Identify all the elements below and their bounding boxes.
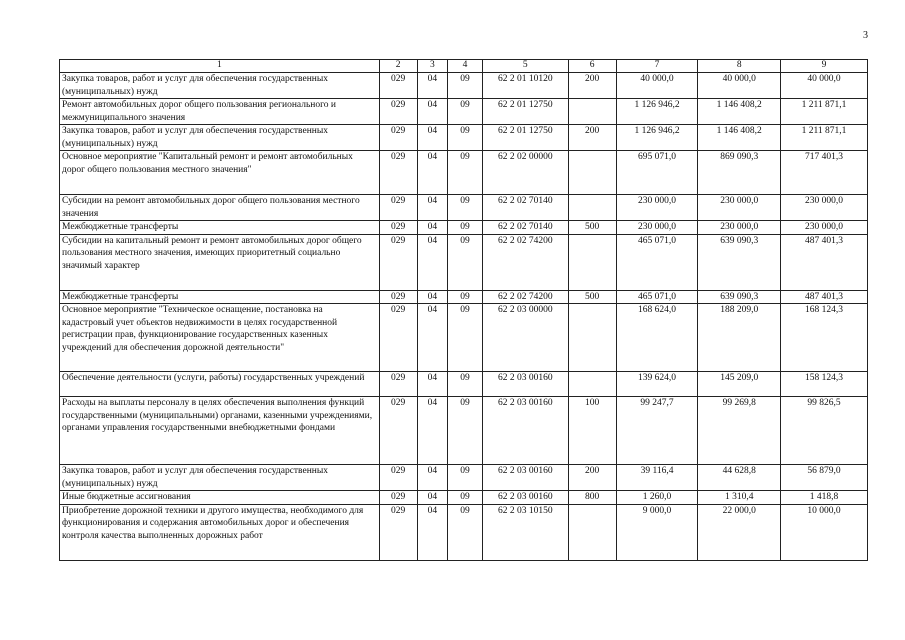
row-name-cell: Закупка товаров, работ и услуг для обеспечения государственных (муниципальных) нужд xyxy=(60,125,380,151)
row-value-cell xyxy=(568,151,616,195)
header-cell: 2 xyxy=(379,60,417,73)
table-row xyxy=(60,151,868,195)
row-name-cell: Субсидии на ремонт автомобильных дорог общего пользования местного значения xyxy=(60,195,380,221)
row-value-cell: 1 146 408,2 xyxy=(698,99,781,125)
row-value-cell: 09 xyxy=(448,221,483,235)
row-value-cell: 44 628,8 xyxy=(698,465,781,491)
row-value-cell: 168 624,0 xyxy=(616,304,698,372)
row-value-cell: 09 xyxy=(448,372,483,397)
row-value-cell: 62 2 03 00160 xyxy=(482,465,568,491)
row-value-cell: 230 000,0 xyxy=(616,195,698,221)
row-value-cell xyxy=(568,195,616,221)
row-value-cell: 04 xyxy=(417,195,448,221)
row-value-cell: 1 418,8 xyxy=(781,491,868,505)
table-row xyxy=(60,504,868,560)
row-value-cell: 04 xyxy=(417,125,448,151)
row-value-cell: 09 xyxy=(448,234,483,290)
row-value-cell: 717 401,3 xyxy=(781,151,868,195)
row-value-cell: 04 xyxy=(417,304,448,372)
row-value-cell: 500 xyxy=(568,221,616,235)
row-value-cell: 62 2 02 70140 xyxy=(482,195,568,221)
row-value-cell: 04 xyxy=(417,73,448,99)
table-row xyxy=(60,290,868,304)
row-value-cell: 1 126 946,2 xyxy=(616,125,698,151)
row-value-cell: 188 209,0 xyxy=(698,304,781,372)
row-name-cell: Ремонт автомобильных дорог общего пользования регионального и межмуниципального значения xyxy=(60,99,380,125)
row-value-cell: 1 146 408,2 xyxy=(698,125,781,151)
row-value-cell: 145 209,0 xyxy=(698,372,781,397)
row-value-cell xyxy=(568,234,616,290)
table-row xyxy=(60,99,868,125)
row-value-cell: 62 2 03 00160 xyxy=(482,397,568,465)
row-value-cell: 1 260,0 xyxy=(616,491,698,505)
row-value-cell: 62 2 02 74200 xyxy=(482,290,568,304)
row-value-cell: 04 xyxy=(417,234,448,290)
row-value-cell xyxy=(568,99,616,125)
row-value-cell: 100 xyxy=(568,397,616,465)
row-value-cell xyxy=(568,504,616,560)
table-row xyxy=(60,491,868,505)
row-value-cell: 1 310,4 xyxy=(698,491,781,505)
row-value-cell: 56 879,0 xyxy=(781,465,868,491)
row-value-cell: 029 xyxy=(379,504,417,560)
row-name-cell: Иные бюджетные ассигнования xyxy=(60,491,380,505)
row-value-cell: 04 xyxy=(417,99,448,125)
table-row xyxy=(60,73,868,99)
header-cell: 3 xyxy=(417,60,448,73)
row-value-cell: 62 2 02 00000 xyxy=(482,151,568,195)
row-value-cell: 40 000,0 xyxy=(698,73,781,99)
row-value-cell: 168 124,3 xyxy=(781,304,868,372)
row-value-cell: 09 xyxy=(448,290,483,304)
row-name-cell: Обеспечение деятельности (услуги, работы) государственных учреждений xyxy=(60,372,380,397)
row-value-cell: 500 xyxy=(568,290,616,304)
row-value-cell: 62 2 01 12750 xyxy=(482,125,568,151)
row-value-cell: 09 xyxy=(448,465,483,491)
row-value-cell: 62 2 03 00160 xyxy=(482,491,568,505)
row-value-cell: 09 xyxy=(448,99,483,125)
row-value-cell: 639 090,3 xyxy=(698,234,781,290)
row-value-cell: 029 xyxy=(379,397,417,465)
row-name-cell: Основное мероприятие "Техническое оснащение, постановка на кадастровый учет объектов недвижимости в целях государственной регистрации прав, функционирование государственных казенных учреждений для обеспечения дорожной деятельности" xyxy=(60,304,380,372)
row-value-cell: 09 xyxy=(448,491,483,505)
row-value-cell: 029 xyxy=(379,221,417,235)
row-value-cell: 230 000,0 xyxy=(698,221,781,235)
header-cell: 9 xyxy=(781,60,868,73)
row-value-cell: 200 xyxy=(568,465,616,491)
row-value-cell: 029 xyxy=(379,304,417,372)
row-value-cell: 029 xyxy=(379,491,417,505)
row-value-cell: 09 xyxy=(448,304,483,372)
header-cell: 8 xyxy=(698,60,781,73)
row-name-cell: Расходы на выплаты персоналу в целях обеспечения выполнения функций государственными (муниципальными) органами, казенными учреждениями, органами управления государственными внебюджетными фондами xyxy=(60,397,380,465)
header-cell: 6 xyxy=(568,60,616,73)
table-row xyxy=(60,465,868,491)
table-row xyxy=(60,372,868,397)
budget-table xyxy=(59,59,868,561)
row-value-cell: 09 xyxy=(448,151,483,195)
row-value-cell: 029 xyxy=(379,465,417,491)
row-value-cell: 139 624,0 xyxy=(616,372,698,397)
row-value-cell: 39 116,4 xyxy=(616,465,698,491)
row-value-cell: 62 2 01 12750 xyxy=(482,99,568,125)
row-name-cell: Субсидии на капитальный ремонт и ремонт автомобильных дорог общего пользования местного значения, имеющих приоритетный социально значимый характер xyxy=(60,234,380,290)
row-value-cell: 158 124,3 xyxy=(781,372,868,397)
row-value-cell: 09 xyxy=(448,73,483,99)
row-value-cell: 1 126 946,2 xyxy=(616,99,698,125)
row-value-cell xyxy=(568,372,616,397)
row-value-cell: 800 xyxy=(568,491,616,505)
table-row xyxy=(60,195,868,221)
row-value-cell: 99 247,7 xyxy=(616,397,698,465)
header-cell: 4 xyxy=(448,60,483,73)
row-value-cell: 40 000,0 xyxy=(781,73,868,99)
row-name-cell: Закупка товаров, работ и услуг для обеспечения государственных (муниципальных) нужд xyxy=(60,73,380,99)
table-row xyxy=(60,125,868,151)
row-value-cell: 09 xyxy=(448,195,483,221)
row-value-cell: 029 xyxy=(379,372,417,397)
row-value-cell: 99 826,5 xyxy=(781,397,868,465)
row-name-cell: Приобретение дорожной техники и другого имущества, необходимого для функционирования и содержания автомобильных дорог и обеспечения контроля качества выполненных дорожных работ xyxy=(60,504,380,560)
row-value-cell: 230 000,0 xyxy=(698,195,781,221)
row-value-cell: 029 xyxy=(379,125,417,151)
row-value-cell: 200 xyxy=(568,125,616,151)
row-value-cell xyxy=(568,304,616,372)
row-value-cell: 1 211 871,1 xyxy=(781,125,868,151)
row-value-cell: 465 071,0 xyxy=(616,234,698,290)
row-value-cell: 04 xyxy=(417,290,448,304)
row-value-cell: 029 xyxy=(379,73,417,99)
row-value-cell: 230 000,0 xyxy=(781,221,868,235)
row-value-cell: 487 401,3 xyxy=(781,290,868,304)
row-value-cell: 04 xyxy=(417,151,448,195)
row-name-cell: Закупка товаров, работ и услуг для обеспечения государственных (муниципальных) нужд xyxy=(60,465,380,491)
row-value-cell: 04 xyxy=(417,397,448,465)
row-value-cell: 04 xyxy=(417,491,448,505)
row-name-cell: Межбюджетные трансферты xyxy=(60,221,380,235)
table-row xyxy=(60,221,868,235)
row-value-cell: 029 xyxy=(379,151,417,195)
row-value-cell: 465 071,0 xyxy=(616,290,698,304)
page-number: 3 xyxy=(863,30,868,41)
header-cell: 5 xyxy=(482,60,568,73)
row-value-cell: 62 2 01 10120 xyxy=(482,73,568,99)
row-value-cell: 200 xyxy=(568,73,616,99)
row-value-cell: 99 269,8 xyxy=(698,397,781,465)
row-value-cell: 029 xyxy=(379,99,417,125)
row-value-cell: 230 000,0 xyxy=(616,221,698,235)
row-value-cell: 639 090,3 xyxy=(698,290,781,304)
row-value-cell: 62 2 03 10150 xyxy=(482,504,568,560)
row-value-cell: 62 2 03 00000 xyxy=(482,304,568,372)
table-row xyxy=(60,234,868,290)
row-value-cell: 869 090,3 xyxy=(698,151,781,195)
row-value-cell: 04 xyxy=(417,504,448,560)
row-value-cell: 1 211 871,1 xyxy=(781,99,868,125)
row-value-cell: 04 xyxy=(417,221,448,235)
header-row xyxy=(60,60,868,73)
table-row xyxy=(60,397,868,465)
row-value-cell: 62 2 02 74200 xyxy=(482,234,568,290)
row-name-cell: Основное мероприятие "Капитальный ремонт и ремонт автомобильных дорог общего пользования местного значения" xyxy=(60,151,380,195)
row-value-cell: 029 xyxy=(379,290,417,304)
row-value-cell: 487 401,3 xyxy=(781,234,868,290)
row-value-cell: 04 xyxy=(417,465,448,491)
row-value-cell: 09 xyxy=(448,397,483,465)
row-value-cell: 22 000,0 xyxy=(698,504,781,560)
row-value-cell: 09 xyxy=(448,125,483,151)
header-cell: 7 xyxy=(616,60,698,73)
header-cell: 1 xyxy=(60,60,380,73)
row-value-cell: 04 xyxy=(417,372,448,397)
row-value-cell: 40 000,0 xyxy=(616,73,698,99)
table-body xyxy=(60,73,868,561)
row-name-cell: Межбюджетные трансферты xyxy=(60,290,380,304)
table-row xyxy=(60,304,868,372)
row-value-cell: 029 xyxy=(379,234,417,290)
row-value-cell: 09 xyxy=(448,504,483,560)
row-value-cell: 10 000,0 xyxy=(781,504,868,560)
row-value-cell: 230 000,0 xyxy=(781,195,868,221)
row-value-cell: 62 2 02 70140 xyxy=(482,221,568,235)
row-value-cell: 9 000,0 xyxy=(616,504,698,560)
row-value-cell: 029 xyxy=(379,195,417,221)
row-value-cell: 695 071,0 xyxy=(616,151,698,195)
row-value-cell: 62 2 03 00160 xyxy=(482,372,568,397)
